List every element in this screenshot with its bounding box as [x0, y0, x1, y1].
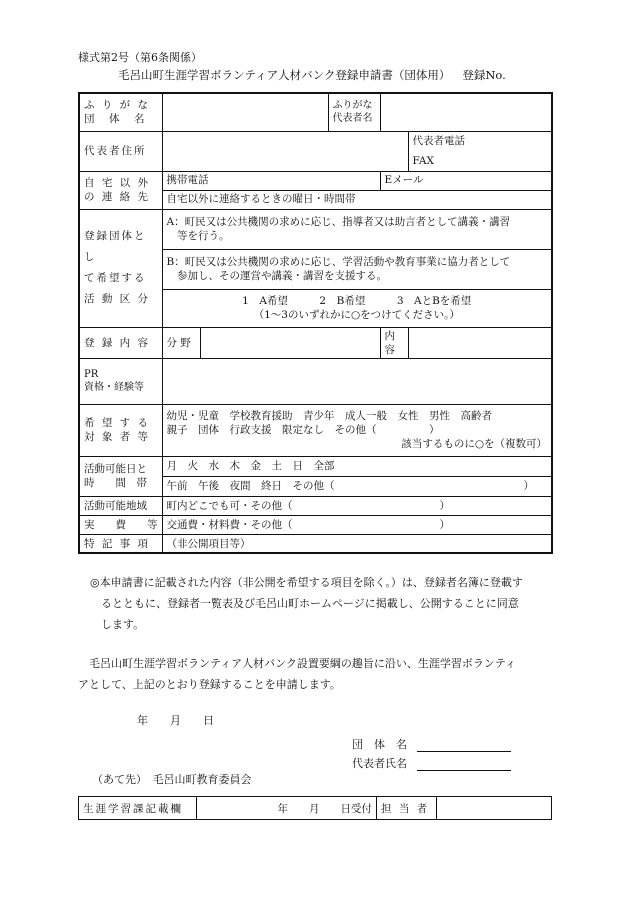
application-table	[78, 92, 553, 554]
form-number: 様式第2号（第6条関係）	[78, 51, 202, 64]
days-label: 活動可能日と 時 間 帯	[79, 456, 162, 496]
contact-time-field[interactable]	[162, 190, 552, 209]
activity-label: 登録団体とし て希望する 活 動 区 分	[79, 209, 162, 327]
mobile-field[interactable]	[162, 171, 380, 190]
person-label: 担 当 者	[377, 797, 437, 820]
rep-name-label: ふりがな 代表者名	[328, 93, 380, 131]
registration-number: 登録No.	[462, 68, 506, 82]
field-label: 分 野	[162, 327, 200, 358]
consent-statement	[90, 572, 560, 635]
pr-label: PR 資格・経験等	[79, 358, 162, 404]
office-section-label: 生涯学習課記載欄	[79, 797, 197, 820]
received-date[interactable]: 年 月 日受付	[197, 797, 377, 820]
rep-name-field[interactable]	[380, 93, 552, 131]
choice-options: 1 A希望 2 B希望 3 AとBを希望	[242, 294, 472, 307]
option-b: B：町民又は公共機関の求めに応じ、学習活動や教育事業に協力者として 参加し、その運営や講義・講習を支援する。	[162, 249, 552, 289]
fax-label: FAX	[408, 151, 552, 171]
area-label: 活動可能地域	[79, 496, 162, 515]
target-options-2: 親子 団体 行政支援 限定なし その他（ ）	[166, 424, 440, 437]
application-date[interactable]: 年 月 日	[137, 714, 214, 727]
email-label: Eメール	[384, 174, 424, 187]
target-note: 該当するものに○を（複数可）	[401, 438, 547, 451]
notes-label: 特 記 事 項	[79, 534, 162, 553]
consent-line-1: 本申請書に記載された内容（非公開を希望する項目を除く。）は、登録者名簿に登載す	[99, 576, 523, 589]
time-options: 午前 午後 夜間 終日 その他（ ）	[166, 480, 534, 493]
field-input[interactable]	[200, 327, 380, 358]
content-sub-label: 内 容	[380, 327, 408, 358]
person-field[interactable]	[437, 797, 552, 820]
target-label: 希 望 す る 対 象 者 等	[79, 404, 162, 456]
time-field[interactable]	[162, 476, 552, 496]
rep-address-field[interactable]	[162, 131, 408, 171]
target-field[interactable]	[162, 404, 552, 456]
title-text: 毛呂山町生涯学習ボランティア人材バンク登録申請書（団体用）	[118, 68, 451, 82]
choice-note: （1～3のいずれかに○をつけてください。）	[253, 309, 460, 321]
contact-time-label: 自宅以外に連絡するときの曜日・時間帯	[166, 193, 356, 206]
form-title	[118, 67, 506, 83]
addressee: （あて先） 毛呂山町教育委員会	[92, 773, 252, 786]
cost-label: 実 費 等	[79, 515, 162, 534]
target-options-1: 幼児・児童 学校教育援助 青少年 成人一般 女性 男性 高齢者	[166, 410, 492, 423]
application-line-1: 毛呂山町生涯学習ボランティア人材バンク設置要綱の趣旨に沿い、生涯学習ボランティ	[89, 657, 517, 670]
consent-mark: ◎	[90, 576, 100, 589]
consent-line-3: します。	[101, 618, 145, 631]
group-name-label: ふ り が な 団 体 名	[79, 93, 162, 131]
group-signature[interactable]	[352, 736, 511, 752]
consent-line-2: るとともに、登録者一覧表及び毛呂山町ホームページに掲載し、公開することに同意	[101, 597, 519, 610]
area-options: 町内どこでも可・その他（ ）	[166, 499, 450, 512]
group-signature-label: 団 体 名	[352, 738, 407, 751]
content-input[interactable]	[408, 327, 552, 358]
rep-signature-line	[417, 758, 511, 771]
application-line-2: アとして、上記のとおり登録することを申請します。	[78, 678, 341, 691]
cost-field[interactable]	[162, 515, 552, 534]
cost-options: 交通費・材料費・その他（ ）	[166, 518, 450, 531]
rep-address-label: 代表者住所	[79, 131, 162, 171]
content-label: 登 録 内 容	[79, 327, 162, 358]
office-use-table	[78, 796, 552, 820]
group-name-field[interactable]	[162, 93, 328, 131]
rep-phone-label: 代表者電話	[408, 131, 552, 151]
activity-choice[interactable]	[162, 289, 552, 327]
application-statement	[78, 653, 568, 695]
days-field[interactable]	[162, 456, 552, 476]
pr-field[interactable]	[162, 358, 552, 404]
email-field[interactable]	[380, 171, 552, 190]
days-options: 月 火 水 木 金 土 日 全部	[166, 460, 335, 473]
area-field[interactable]	[162, 496, 552, 515]
mobile-label: 携帯電話	[166, 174, 209, 187]
group-signature-line	[417, 739, 511, 752]
notes-field[interactable]	[162, 534, 552, 553]
rep-signature[interactable]	[352, 755, 511, 771]
rep-signature-label: 代表者氏名	[352, 757, 407, 770]
option-a: A：町民又は公共機関の求めに応じ、指導者又は助言者として講義・講習 等を行う。	[162, 209, 552, 249]
notes-hint: （非公開項目等）	[166, 537, 251, 550]
contact-label: 自 宅 以 外 の 連 絡 先	[79, 171, 162, 209]
